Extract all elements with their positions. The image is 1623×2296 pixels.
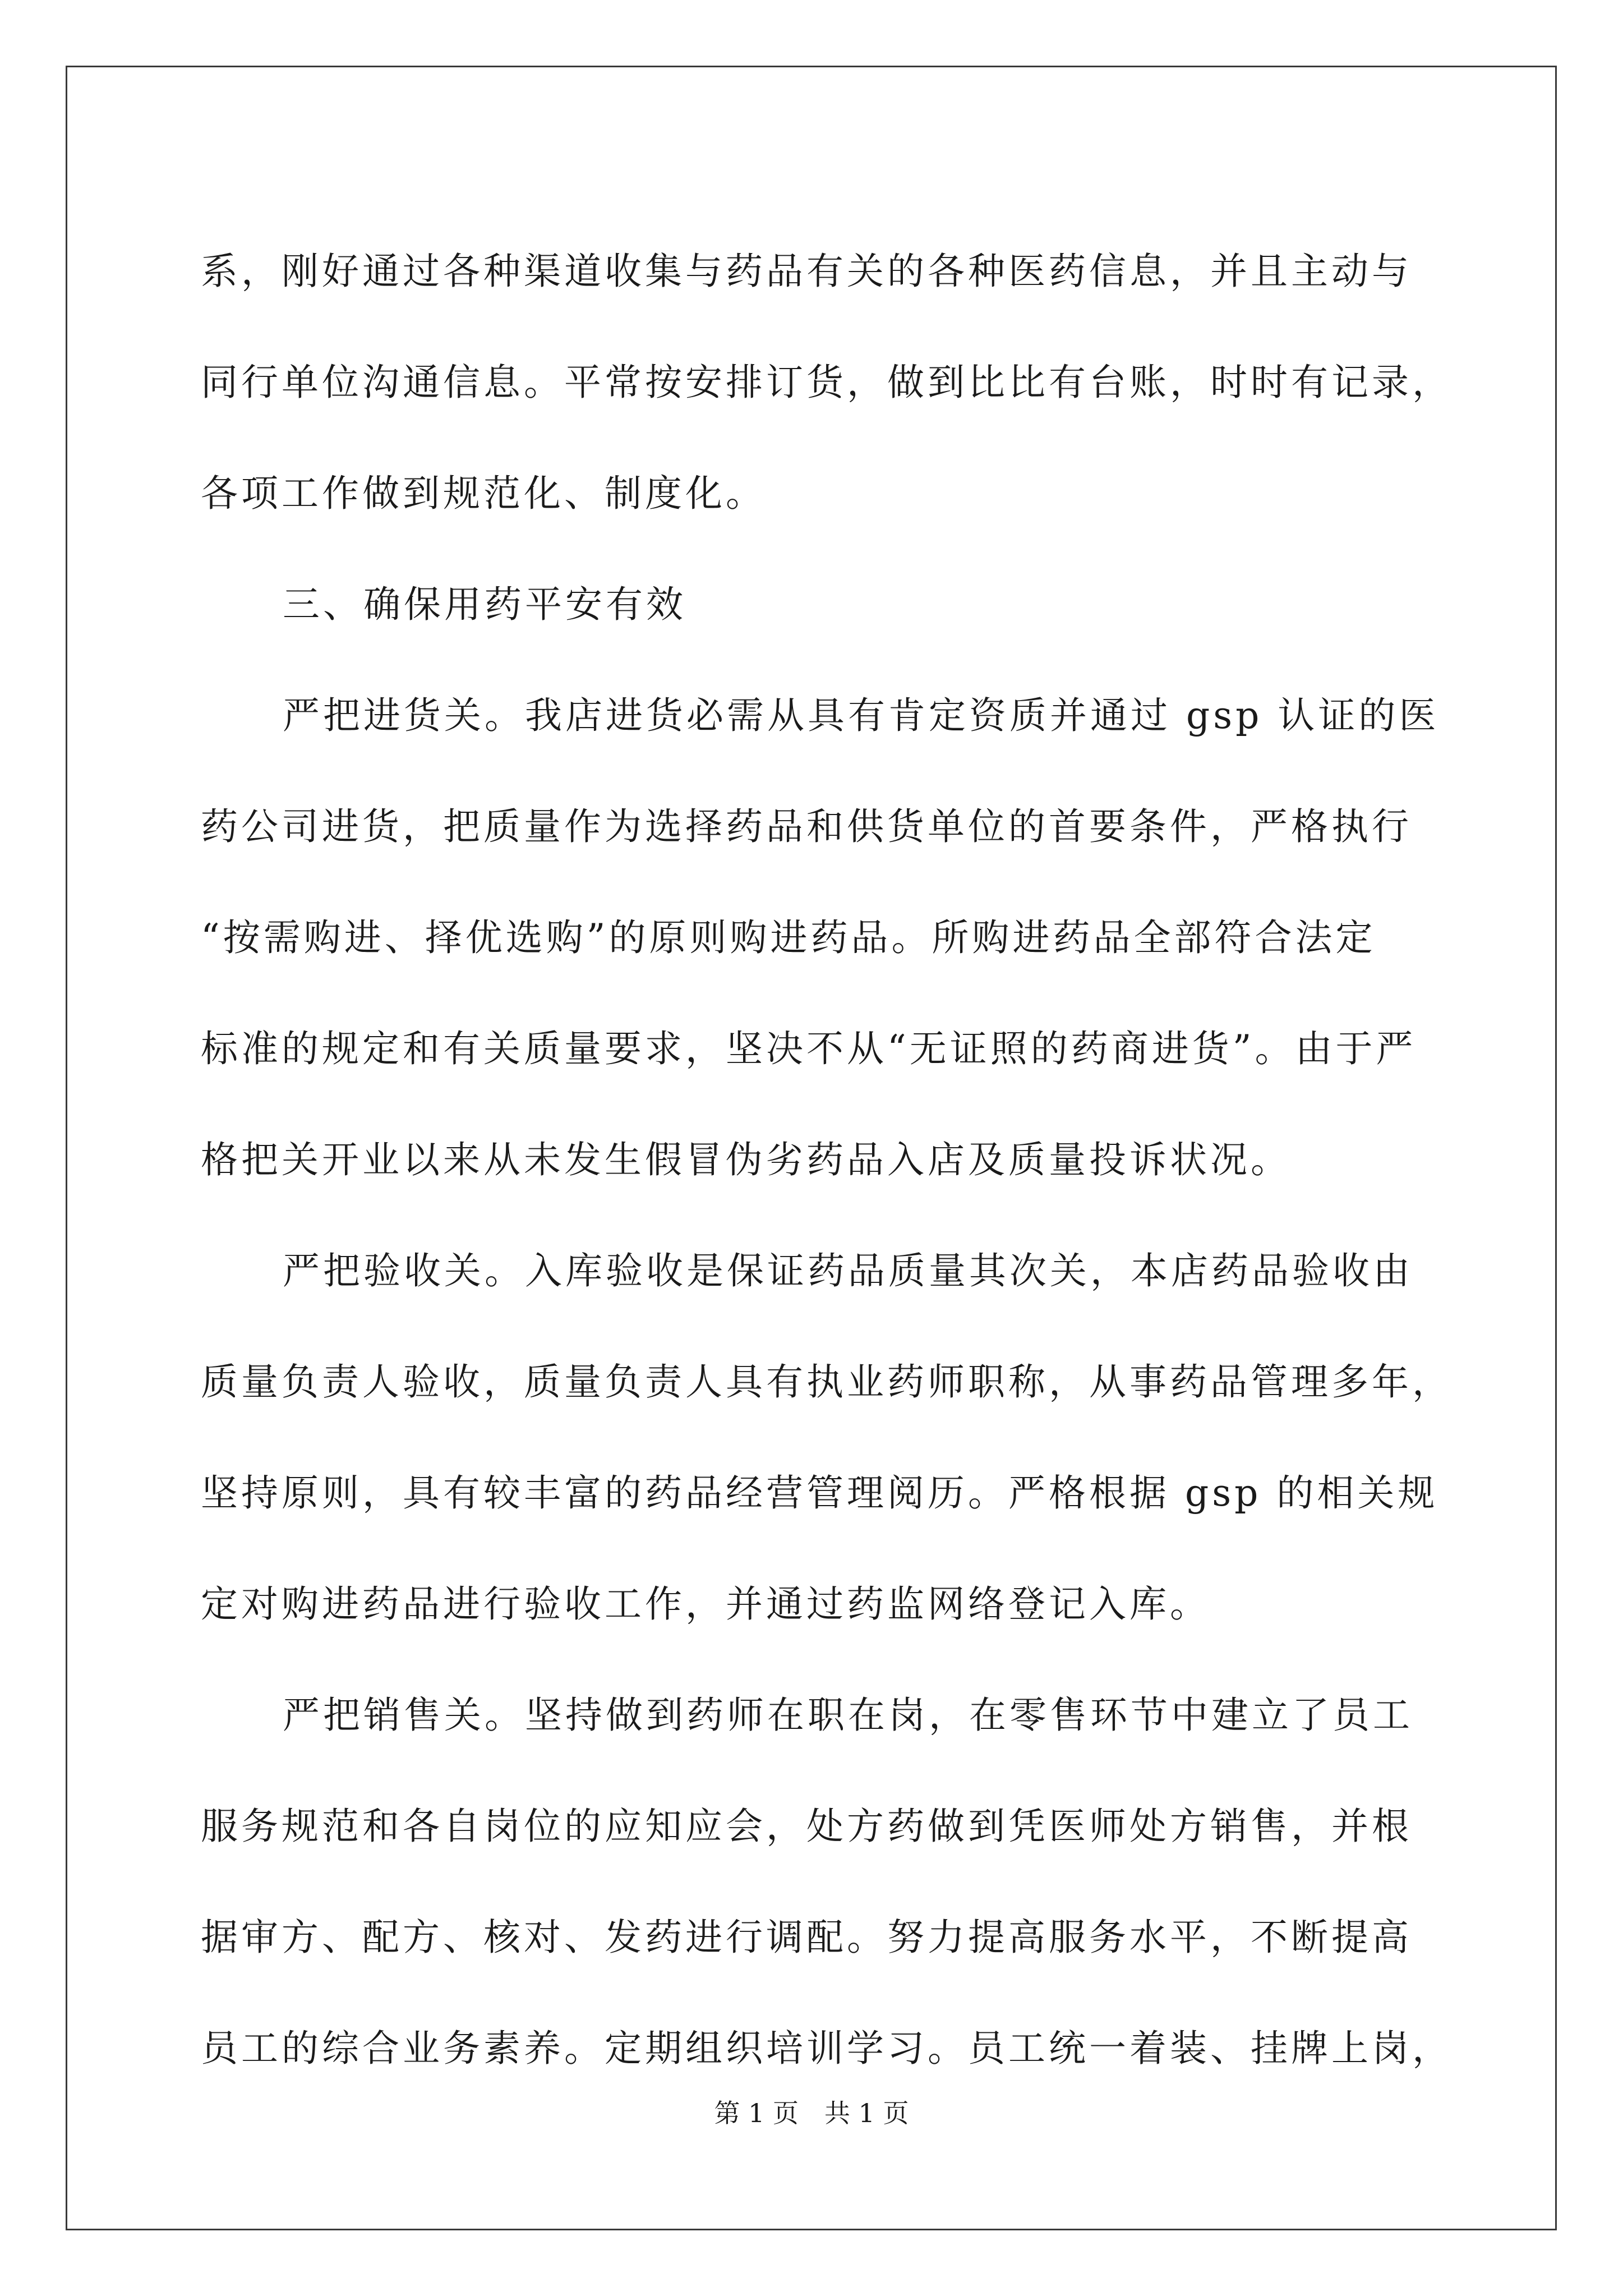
text-line: 员工的综合业务素养。定期组织培训学习。员工统一着装、挂牌上岗， bbox=[201, 2027, 1453, 2070]
text-line: 质量负责人验收，质量负责人具有执业药师职称，从事药品管理多年， bbox=[201, 1360, 1453, 1404]
text-line: “按需购进、择优选购”的原则购进药品。所购进药品全部符合法定 bbox=[201, 916, 1376, 959]
text-line: 格把关开业以来从未发生假冒伪劣药品入店及质量投诉状况。 bbox=[201, 1138, 1291, 1181]
text-line: 严把进货关。我店进货必需从具有肯定资质并通过 gsp 认证的医 bbox=[283, 694, 1440, 737]
text-line: 坚持原则，具有较丰富的药品经营管理阅历。严格根据 gsp 的相关规 bbox=[201, 1471, 1438, 1515]
text-line: 系，刚好通过各种渠道收集与药品有关的各种医药信息，并且主动与 bbox=[201, 250, 1412, 293]
text-line: 据审方、配方、核对、发药进行调配。努力提高服务水平，不断提高 bbox=[201, 1916, 1412, 1959]
text-line: 标准的规定和有关质量要求，坚决不从“无证照的药商进货”。由于严 bbox=[201, 1027, 1417, 1070]
document-body bbox=[201, 216, 1453, 2104]
text-line: 各项工作做到规范化、制度化。 bbox=[201, 472, 766, 515]
text-line: 定对购进药品进行验收工作，并通过药监网络登记入库。 bbox=[201, 1582, 1210, 1626]
text-line: 服务规范和各自岗位的应知应会，处方药做到凭医师处方销售，并根 bbox=[201, 1805, 1412, 1848]
text-line: 三、确保用药平安有效 bbox=[283, 583, 686, 626]
page-footer: 第 1 页 共 1 页 bbox=[714, 2098, 909, 2128]
text-line: 严把验收关。入库验收是保证药品质量其次关，本店药品验收由 bbox=[283, 1249, 1413, 1292]
text-line: 药公司进货，把质量作为选择药品和供货单位的首要条件，严格执行 bbox=[201, 805, 1412, 848]
text-line: 同行单位沟通信息。平常按安排订货，做到比比有台账，时时有记录， bbox=[201, 361, 1453, 404]
text-line: 严把销售关。坚持做到药师在职在岗，在零售环节中建立了员工 bbox=[283, 1694, 1413, 1737]
